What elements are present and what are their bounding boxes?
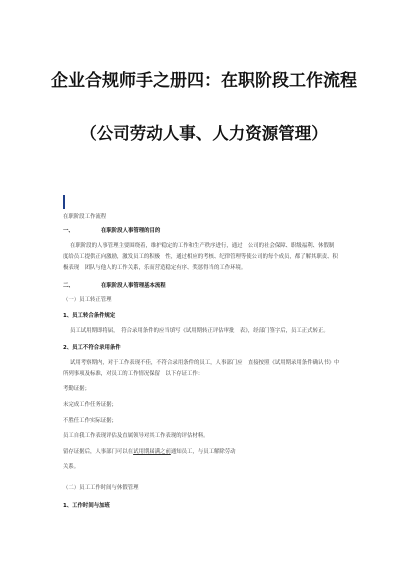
evidence-5 [63, 449, 236, 456]
section-2-heading [63, 283, 166, 290]
section-2-number: 二、 [63, 283, 74, 289]
item-3-heading: 1、工作时间与加班 [63, 503, 110, 509]
section-1-number: 一、 [63, 228, 74, 234]
evidence-4: 员工自我工作表现评估及直属领导对其工作表现的评估材料。 [63, 433, 209, 439]
item-2-line-1: 试用考察期内，对于工作表现不佳，不符合录用条件的员工，人事部门应 直接按照《试用期录用条件确认书》中 [70, 360, 340, 366]
paragraph-1-line-1: 在职阶段的人事管理主要围绕着，维护稳定的工作和生产秩序进行，通过 公司的社会保障、职级福利、休假制 [70, 243, 335, 249]
paragraph-1-line-2: 度给员工提供正向激励，激发员工的积极 性，通过相应的考核、纪律管理等使公司的每个成员，都了解其职责、积 [63, 254, 338, 260]
paragraph-1-line-3: 极表现 团队与他人的工作关系，乐而营造稳定有序、奖惩得当的工作环境。 [63, 265, 247, 271]
subsection-1-heading: （一）员工转正管理 [63, 297, 112, 303]
item-2-line-2: 所列事项及标准，对员工的工作情况保留 以下存证工作： [63, 371, 204, 377]
evidence-2: 未完成工作任务证据； [63, 402, 117, 408]
item-1-text: 员工试用期即将届， 符合录用条件的应当填写《试用期转正评估审批 表》，经部门签字后，员工正式转正。 [70, 328, 329, 334]
subsection-2-heading: （二）员工工作时间与休假管理 [63, 485, 139, 491]
evidence-1: 考勤证据； [63, 386, 90, 392]
evidence-3: 不胜任工作实际证据； [63, 418, 117, 424]
section-1-title: 在职阶段人事管理的目的 [101, 228, 161, 234]
toc-label: 在职阶段工作流程 [63, 214, 107, 220]
evidence-5-suffix: 通知员工，与员工解除劳动 [170, 449, 236, 455]
section-1-heading [63, 228, 160, 235]
document-title: 企业合规师手之册四：在职阶段工作流程 [51, 71, 357, 91]
document-subtitle: （公司劳动人事、人力资源管理） [80, 124, 328, 143]
evidence-5-prefix: 留存证据后，人事部门可以在 [63, 449, 134, 455]
evidence-5-underlined: 试用期届满之前 [133, 449, 171, 455]
item-2-heading: 2、员工不符合录用条件 [63, 345, 121, 351]
evidence-6: 关系。 [63, 464, 80, 470]
section-marker-bar [63, 195, 65, 209]
section-2-title: 在职阶段人事管理基本流程 [101, 283, 166, 289]
item-1-heading: 1、员工转合条件规定 [63, 313, 116, 319]
